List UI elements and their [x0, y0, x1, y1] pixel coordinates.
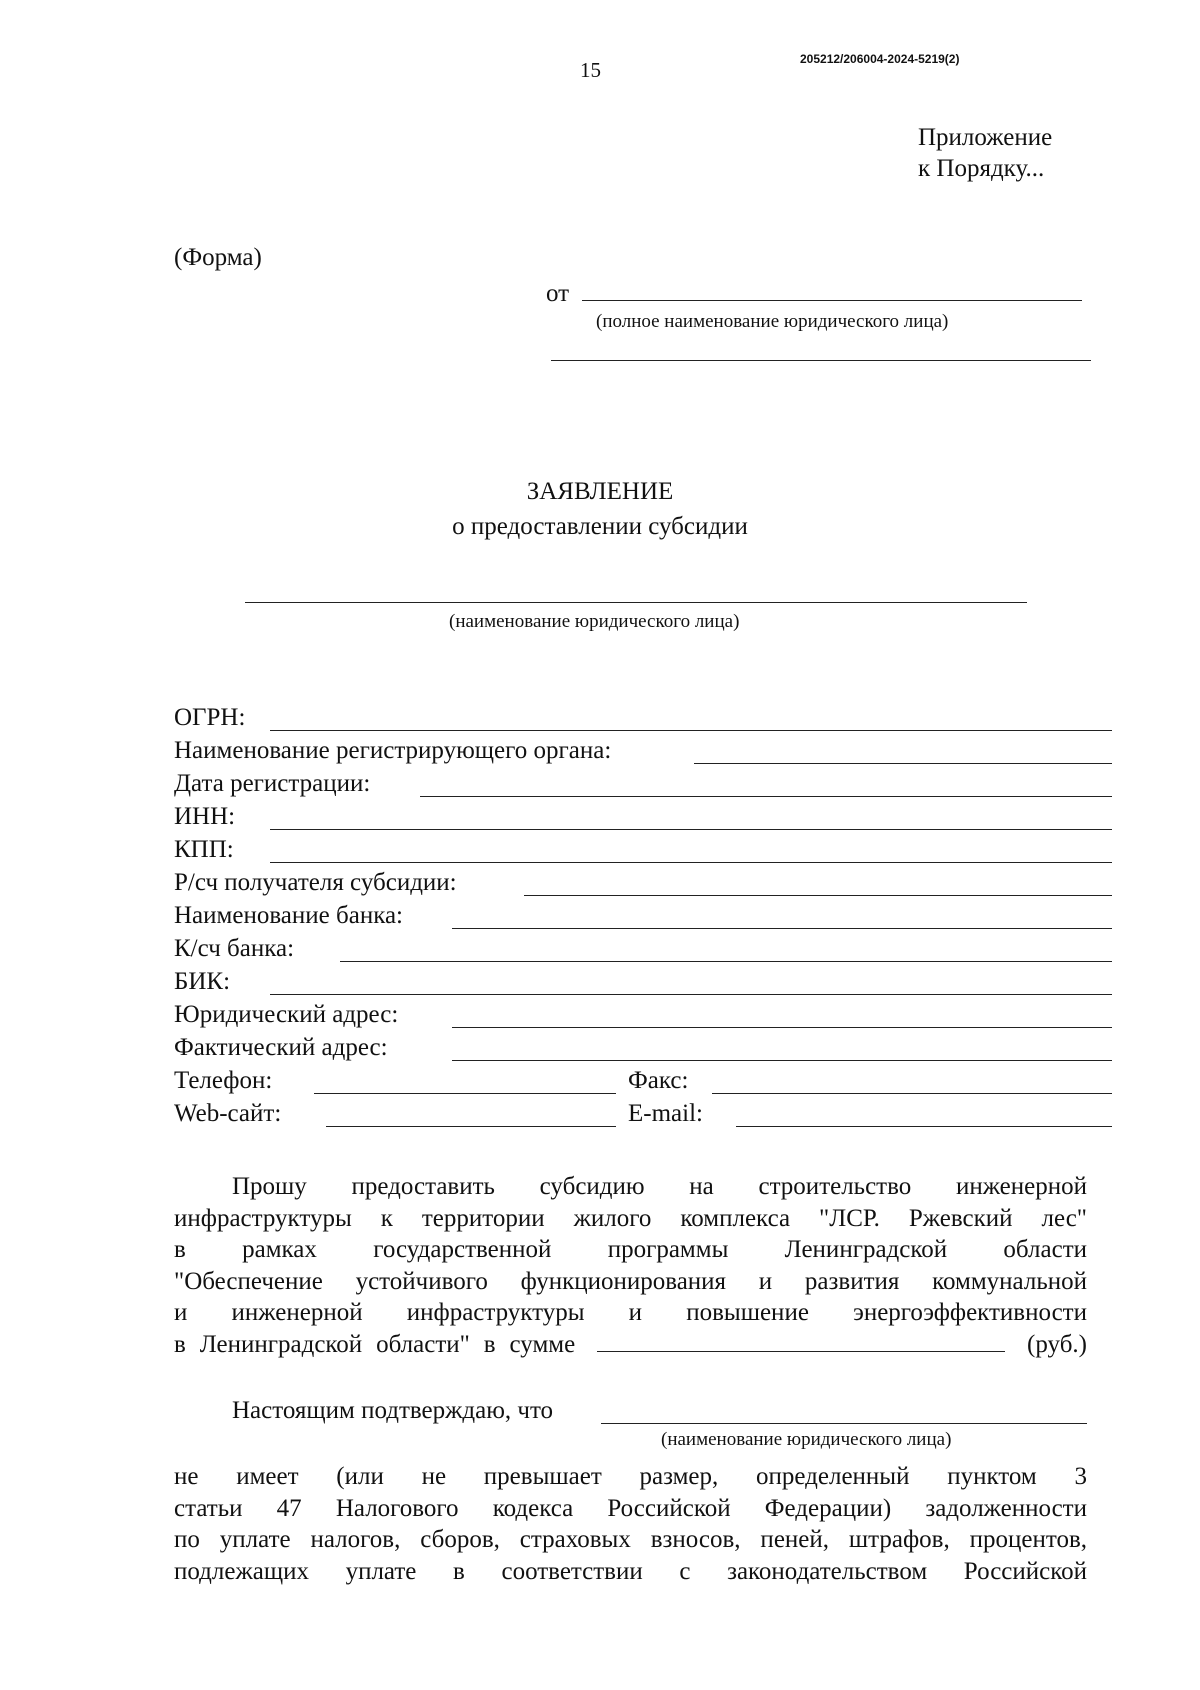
from-prefix: от: [546, 280, 570, 307]
request-line-3: в рамках государственной программы Ленинградской области: [174, 1236, 1087, 1263]
field-label-reg-date: Дата регистрации:: [174, 770, 371, 797]
field-label-actual-address: Фактический адрес:: [174, 1034, 388, 1061]
request-amount-prefix: в Ленинградской области" в сумме: [174, 1330, 576, 1358]
fax-line[interactable]: [712, 1093, 1112, 1094]
field-label-bank-name: Наименование банка:: [174, 902, 404, 929]
website-label: Web-сайт:: [174, 1100, 282, 1127]
document-id: 205212/206004-2024-5219(2): [800, 52, 960, 66]
field-label-corr-account: К/сч банка:: [174, 935, 295, 962]
field-line-account[interactable]: [524, 895, 1112, 896]
request-line-6: [174, 1329, 1087, 1361]
field-line-kpp[interactable]: [270, 862, 1112, 863]
confirm-entity-caption: (наименование юридического лица): [661, 1429, 952, 1450]
document-subtitle: о предоставлении субсидии: [452, 513, 748, 540]
fax-label: Факс:: [628, 1067, 689, 1094]
from-caption: (полное наименование юридического лица): [596, 311, 949, 332]
annex-line-1: Приложение: [918, 124, 1053, 151]
website-line[interactable]: [326, 1126, 616, 1127]
field-line-ogrn[interactable]: [270, 730, 1112, 731]
page-number: 15: [580, 58, 601, 82]
field-label-ogrn: ОГРН:: [174, 704, 246, 731]
field-line-inn[interactable]: [270, 829, 1112, 830]
entity-name-caption: (наименование юридического лица): [449, 611, 740, 632]
field-label-legal-address: Юридический адрес:: [174, 1001, 399, 1028]
request-amount-suffix: (руб.): [1027, 1330, 1087, 1358]
email-line[interactable]: [736, 1126, 1112, 1127]
field-line-registrar[interactable]: [694, 763, 1112, 764]
field-label-kpp: КПП:: [174, 836, 234, 863]
annex-note: [918, 122, 1052, 184]
field-line-reg-date[interactable]: [420, 796, 1112, 797]
confirm-paragraph: [174, 1461, 1087, 1587]
request-line-1: Прошу предоставить субсидию на строительство инженерной: [232, 1173, 1087, 1200]
document-title: ЗАЯВЛЕНИЕ: [526, 478, 674, 505]
request-line-2: инфраструктуры к территории жилого комплекса "ЛСР. Ржевский лес": [174, 1204, 1087, 1232]
request-line-4: "Обеспечение устойчивого функционирования и развития коммунальной: [174, 1267, 1087, 1295]
confirm-entity-line[interactable]: [601, 1423, 1087, 1424]
form-label: (Форма): [174, 244, 262, 271]
from-line[interactable]: [582, 300, 1082, 301]
field-line-legal-address[interactable]: [452, 1027, 1112, 1028]
email-label: E-mail:: [628, 1100, 703, 1127]
from-line-2[interactable]: [551, 360, 1091, 361]
confirm-line-4: подлежащих уплате в соответствии с законодательством Российской: [174, 1557, 1087, 1585]
field-label-inn: ИНН:: [174, 803, 236, 830]
confirm-lead: Настоящим подтверждаю, что: [232, 1397, 554, 1424]
request-line-5: и инженерной инфраструктуры и повышение энергоэффективности: [174, 1299, 1087, 1326]
field-label-account: Р/сч получателя субсидии:: [174, 869, 457, 896]
amount-line[interactable]: [597, 1333, 1005, 1352]
field-line-bik[interactable]: [270, 994, 1112, 995]
field-line-corr-account[interactable]: [340, 961, 1112, 962]
confirm-line-3: по уплате налогов, сборов, страховых взносов, пеней, штрафов, процентов,: [174, 1526, 1087, 1553]
annex-line-2: к Порядку...: [918, 155, 1045, 182]
request-paragraph: [174, 1171, 1087, 1360]
field-label-bik: БИК:: [174, 968, 231, 995]
confirm-line-2: статьи 47 Налогового кодекса Российской Федерации) задолженности: [174, 1494, 1087, 1522]
phone-label: Телефон:: [174, 1067, 273, 1094]
phone-line[interactable]: [314, 1093, 616, 1094]
field-label-registrar: Наименование регистрирующего органа:: [174, 737, 612, 764]
entity-name-line[interactable]: [245, 602, 1027, 603]
field-line-actual-address[interactable]: [452, 1060, 1112, 1061]
field-line-bank-name[interactable]: [452, 928, 1112, 929]
confirm-line-1: не имеет (или не превышает размер, определенный пунктом 3: [174, 1463, 1087, 1490]
